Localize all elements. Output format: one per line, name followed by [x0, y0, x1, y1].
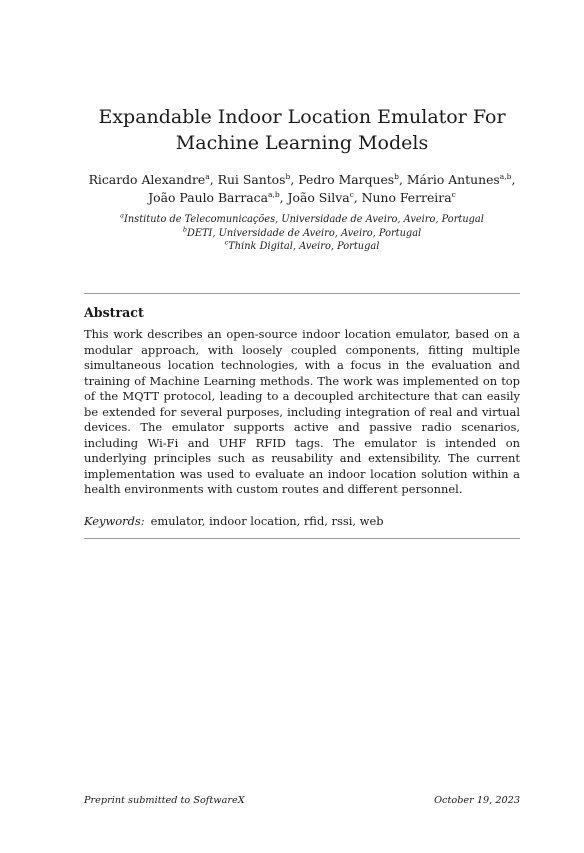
keywords-label: Keywords:	[84, 514, 145, 528]
keywords	[84, 514, 520, 528]
affiliation-text: Think Digital, Aveiro, Portugal	[228, 241, 380, 252]
author-affiliation-mark: a,b	[499, 171, 512, 181]
abstract-text: This work describes an open-source indoor location emulator, based on a modular approach, with loosely coupled components, fitting multiple simultaneous location technologies, with a focus in the evaluation and training of Machine Learning methods. The work was implemented on top of the MQTT protocol, leading to a decoupled architecture that can easily be extended for several purposes, including integration of real and virtual devices. The emulator supports active and passive radio scenarios, including Wi-Fi and UHF RFID tags. The emulator is intended on underlying principles such as reusability and extensibility. The current implementation was used to evaluate an indoor location solution within a health environments with custom routes and different personnel.	[84, 327, 520, 496]
author-name: Mário Antunes	[406, 172, 500, 187]
author-name: João Silva	[287, 189, 350, 205]
author-separator: ,	[209, 172, 218, 187]
preprint-date: October 19, 2023	[434, 795, 520, 806]
affiliation-mark: c	[224, 238, 229, 247]
author-affiliation-mark: a	[205, 171, 210, 181]
author-separator: ,	[290, 172, 299, 187]
author-name: Pedro Marques	[298, 172, 395, 187]
affiliation	[84, 213, 520, 227]
author-separator: ,	[279, 189, 288, 205]
abstract-bottom-rule	[84, 538, 520, 539]
affiliation	[84, 227, 520, 241]
author	[148, 190, 287, 205]
author-separator: ,	[353, 189, 362, 205]
affiliation-mark: b	[182, 225, 187, 234]
author	[298, 172, 407, 187]
author	[288, 190, 362, 205]
affiliation-text: DETI, Universidade de Aveiro, Aveiro, Portugal	[187, 227, 422, 239]
author-name: Nuno Ferreira	[361, 189, 452, 205]
author-separator: ,	[398, 172, 407, 187]
author	[407, 172, 516, 187]
author-list	[84, 171, 520, 206]
preprint-note: Preprint submitted to SoftwareX	[84, 795, 245, 806]
author-affiliation-mark: b	[394, 171, 399, 181]
author-name: Ricardo Alexandre	[88, 172, 206, 187]
author-affiliation-mark: c	[451, 189, 456, 199]
affiliation-mark: a	[120, 211, 124, 220]
abstract-heading: Abstract	[84, 305, 144, 320]
abstract-top-rule	[84, 293, 520, 294]
author	[89, 172, 218, 187]
author-name: Rui Santos	[217, 172, 286, 187]
author-separator: ,	[511, 172, 516, 187]
author-affiliation-mark: a,b	[268, 189, 280, 199]
affiliation-text: Instituto de Telecomunicações, Universidade de Aveiro, Aveiro, Portugal	[124, 214, 484, 225]
affiliation	[84, 240, 520, 254]
author	[362, 190, 456, 205]
author	[218, 172, 299, 187]
paper-title: Expandable Indoor Location Emulator For Machine Learning Models	[98, 106, 506, 154]
keywords-text: emulator, indoor location, rfid, rssi, web	[150, 514, 384, 528]
affiliation-list	[84, 213, 520, 254]
author-affiliation-mark: c	[349, 189, 354, 199]
author-name: João Paulo Barraca	[148, 189, 268, 205]
author-affiliation-mark: b	[285, 171, 291, 181]
